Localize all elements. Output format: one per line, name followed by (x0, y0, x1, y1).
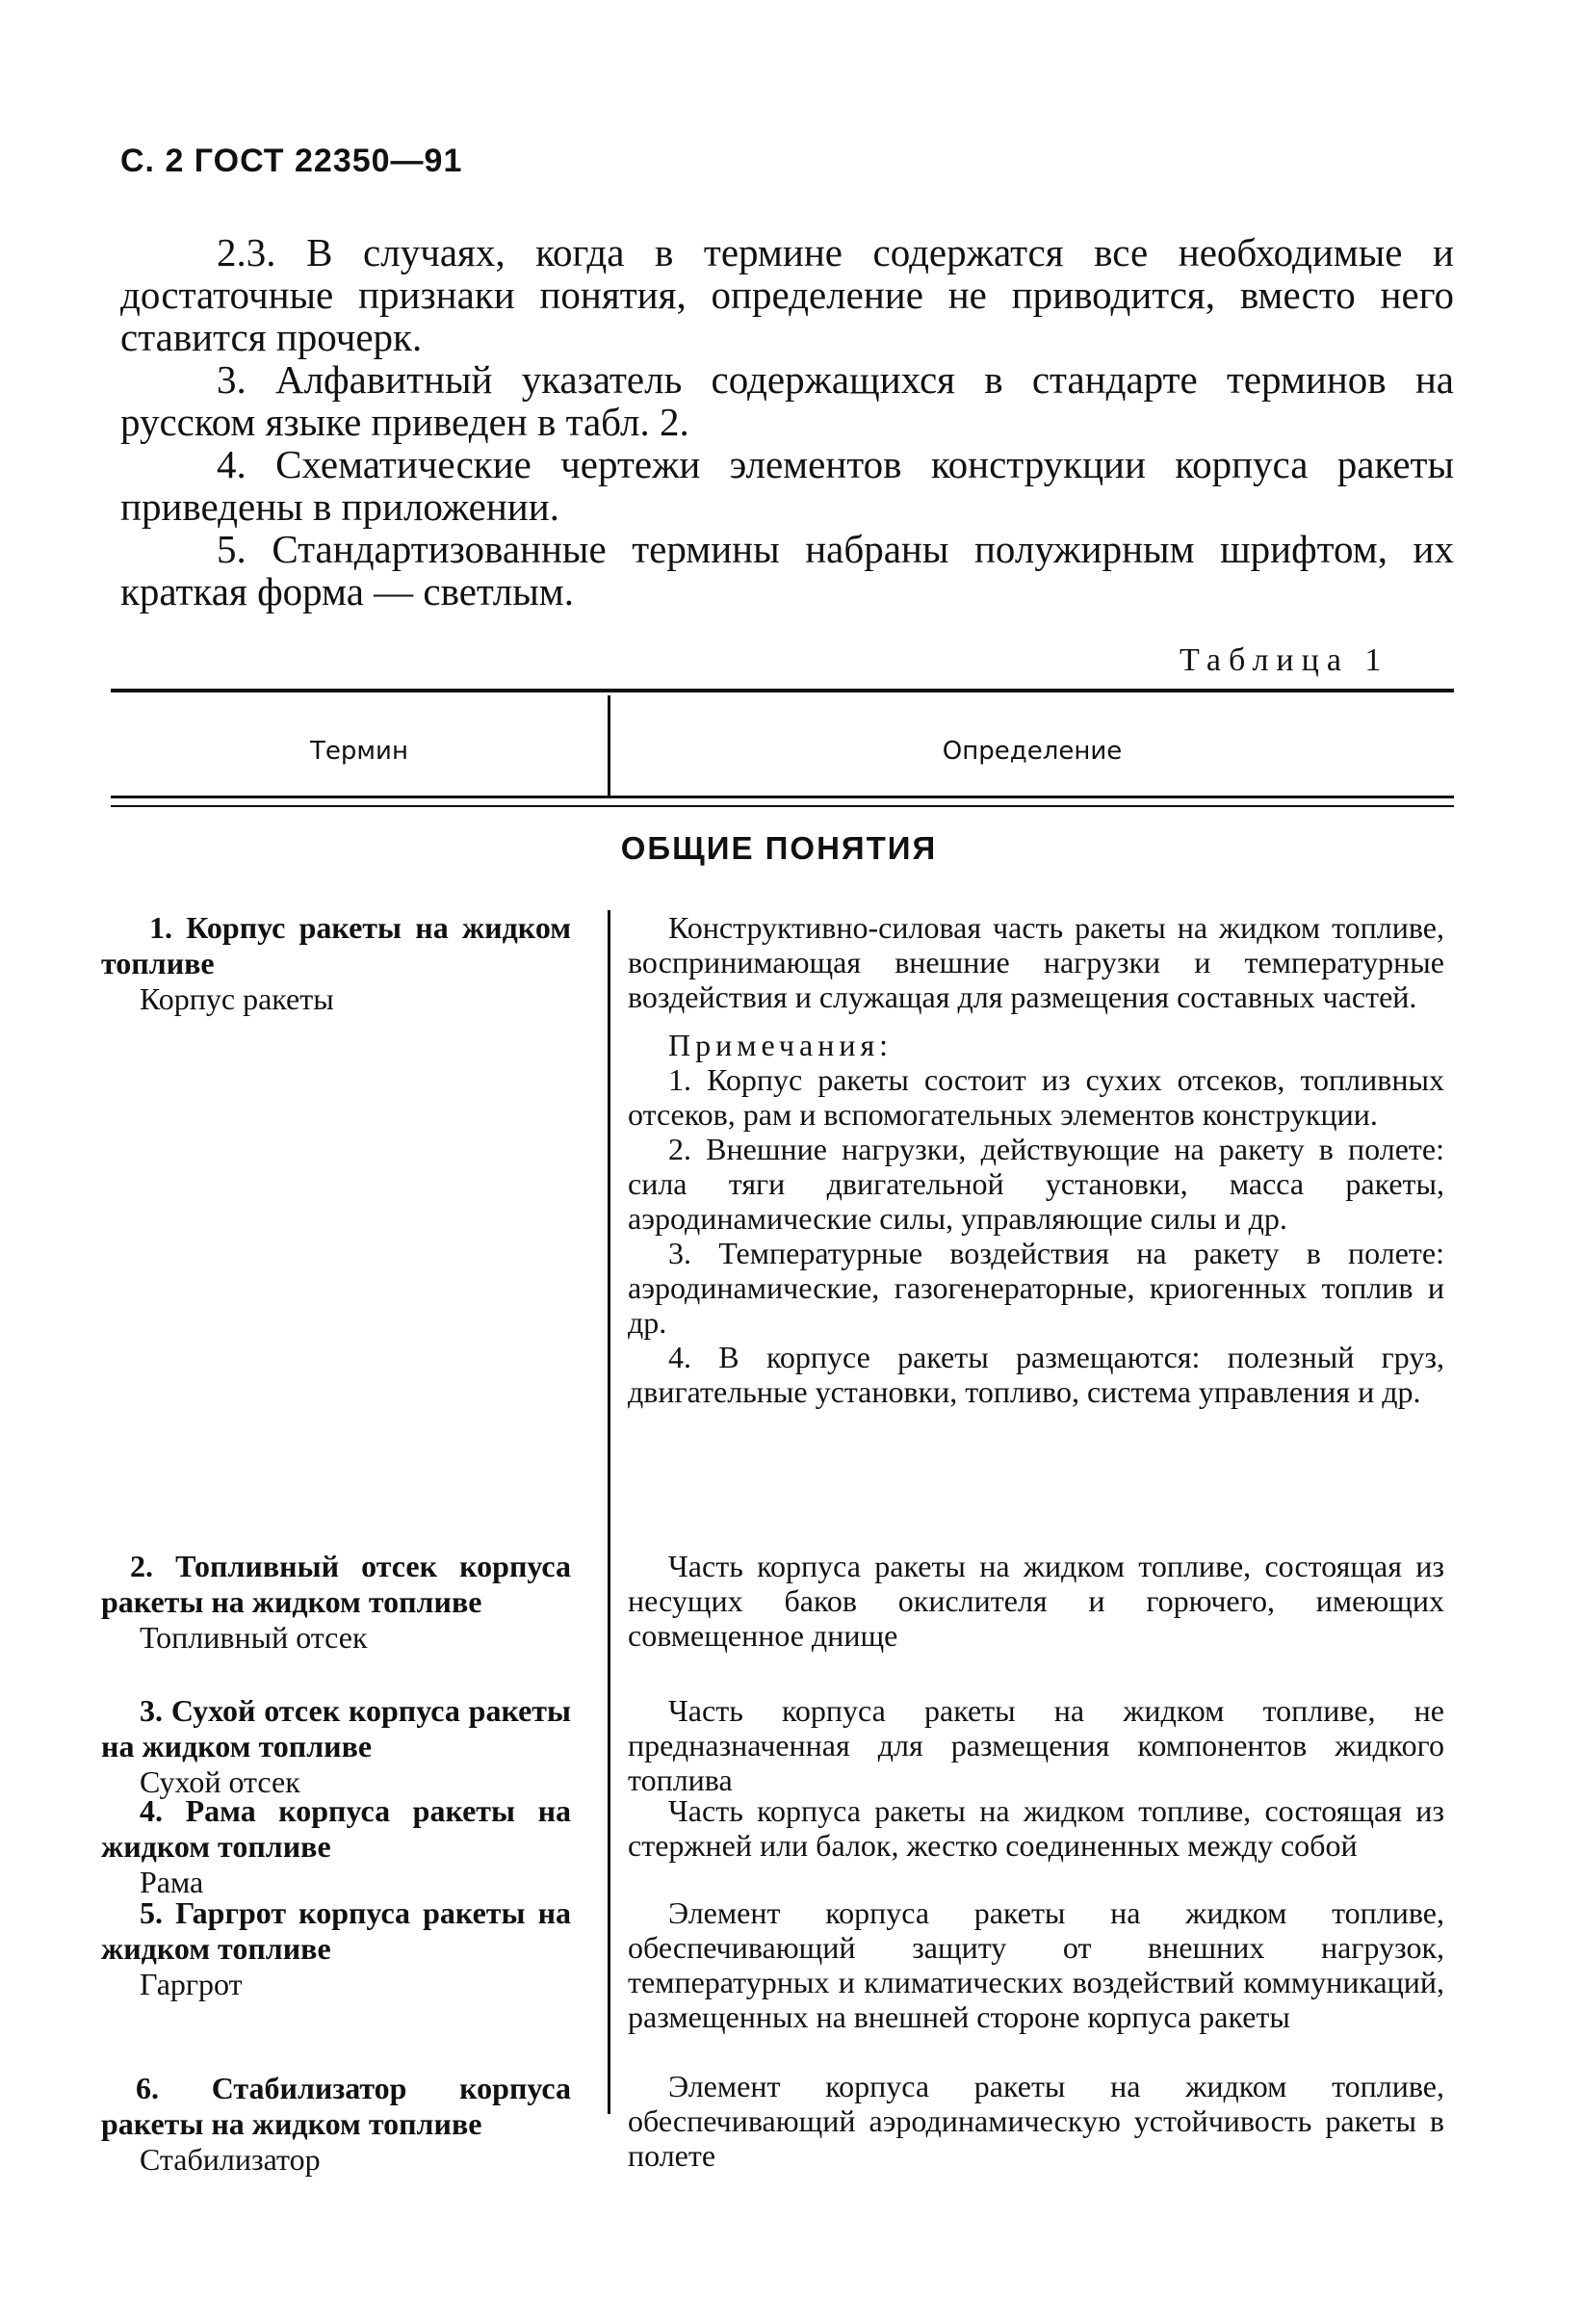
intro-paragraph: 5. Стандартизованные термины набраны полужирным шрифтом, их краткая форма — светлым. (120, 527, 1454, 614)
definition-entry (628, 1793, 1444, 1863)
term-short: Рама (140, 1865, 204, 1899)
term-short: Стабилизатор (140, 2142, 321, 2177)
term-name (101, 2071, 571, 2142)
term-name (101, 1793, 571, 1865)
definition-entry (628, 1693, 1444, 1797)
term-title: Сухой отсек корпуса ракеты на жидком топливе (101, 1693, 572, 1763)
note-item: 4. В корпусе ракеты размещаются: полезный груз, двигательные установки, топливо, система управления и др. (628, 1340, 1444, 1409)
term-number: 2. (130, 1549, 153, 1583)
body-column-divider (608, 910, 610, 2114)
term-short: Топливный отсек (140, 1620, 368, 1655)
term-entry (101, 1549, 571, 1656)
term-number: 6. (136, 2071, 159, 2105)
term-title: Корпус ракеты на жидком топливе (101, 910, 571, 980)
term-short: Сухой отсек (140, 1764, 300, 1799)
intro-text (120, 231, 1454, 613)
definition-text: Элемент корпуса ракеты на жидком топливе, обеспечивающий аэродинамическую устойчивость ракеты в полете (628, 2069, 1444, 2173)
notes-title: Примечания: (668, 1028, 894, 1062)
term-name (101, 910, 571, 981)
table-label: Таблица 1 (1180, 642, 1389, 678)
definition-entry (628, 1895, 1444, 2034)
header-rule-2 (111, 805, 1454, 807)
term-short: Корпус ракеты (140, 981, 334, 1016)
definition-text: Элемент корпуса ракеты на жидком топливе, обеспечивающий защиту от внешних нагрузок, температурных и климатических воздействий коммуникаций, размещенных на внешней стороне корпуса ракеты (628, 1895, 1444, 2034)
table-top-rule (111, 689, 1454, 692)
term-entry (101, 1895, 571, 2002)
term-title: Стабилизатор корпуса ракеты на жидком топливе (101, 2071, 572, 2141)
term-number: 5. (140, 1895, 163, 1930)
intro-paragraph: 2.3. В случаях, когда в термине содержатся все необходимые и достаточные признаки понятия, определение не приводится, вместо него ставится прочерк. (120, 230, 1454, 359)
column-header-term: Термин (310, 737, 408, 766)
term-entry (101, 1793, 571, 1900)
term-entry (101, 1693, 571, 1800)
header-rule-1 (111, 796, 1454, 798)
term-number: 3. (140, 1693, 163, 1728)
definition-text: Часть корпуса ракеты на жидком топливе, не предназначенная для размещения компонентов жидкого топлива (628, 1693, 1444, 1797)
term-entry (101, 2071, 571, 2178)
definition-entry (628, 2069, 1444, 2173)
definition-text: Часть корпуса ракеты на жидком топливе, состоящая из стержней или балок, жестко соединенных между собой (628, 1793, 1444, 1863)
term-entry (101, 910, 571, 1017)
note-item: 2. Внешние нагрузки, действующие на ракету в полете: сила тяги двигательной установки, масса ракеты, аэродинамические силы, управляющие силы и др. (628, 1132, 1444, 1236)
term-name (101, 1895, 571, 1967)
definition-entry (628, 1549, 1444, 1653)
definition-text: Конструктивно-силовая часть ракеты на жидком топливе, воспринимающая внешние нагрузки и температурные воздействия и служащая для размещения составных частей. (628, 910, 1444, 1014)
note-item: 3. Температурные воздействия на ракету в полете: аэродинамические, газогенераторные, криогенных топлив и др. (628, 1236, 1444, 1340)
intro-paragraph: 3. Алфавитный указатель содержащихся в стандарте терминов на русском языке приведен в табл. 2. (120, 357, 1454, 444)
section-title: ОБЩИЕ ПОНЯТИЯ (620, 830, 938, 866)
column-header-definition: Определение (942, 737, 1123, 766)
term-title: Топливный отсек корпуса ракеты на жидком топливе (101, 1549, 572, 1619)
term-number: 1. (149, 910, 172, 945)
term-short: Гаргрот (140, 1967, 243, 2001)
term-number: 4. (140, 1793, 163, 1828)
note-item: 1. Корпус ракеты состоит из сухих отсеков, топливных отсеков, рам и вспомогательных элементов конструкции. (628, 1062, 1444, 1132)
term-title: Гаргрот корпуса ракеты на жидком топливе (101, 1895, 572, 1966)
intro-paragraph: 4. Схематические чертежи элементов конструкции корпуса ракеты приведены в приложении. (120, 442, 1454, 529)
term-title: Рама корпуса ракеты на жидком топливе (101, 1793, 572, 1864)
definition-text: Часть корпуса ракеты на жидком топливе, состоящая из несущих баков окислителя и горючего, имеющих совмещенное днище (628, 1549, 1444, 1653)
definition-entry (628, 910, 1444, 1409)
term-name (101, 1693, 571, 1764)
page-header: С. 2 ГОСТ 22350—91 (120, 143, 463, 179)
term-name (101, 1549, 571, 1620)
